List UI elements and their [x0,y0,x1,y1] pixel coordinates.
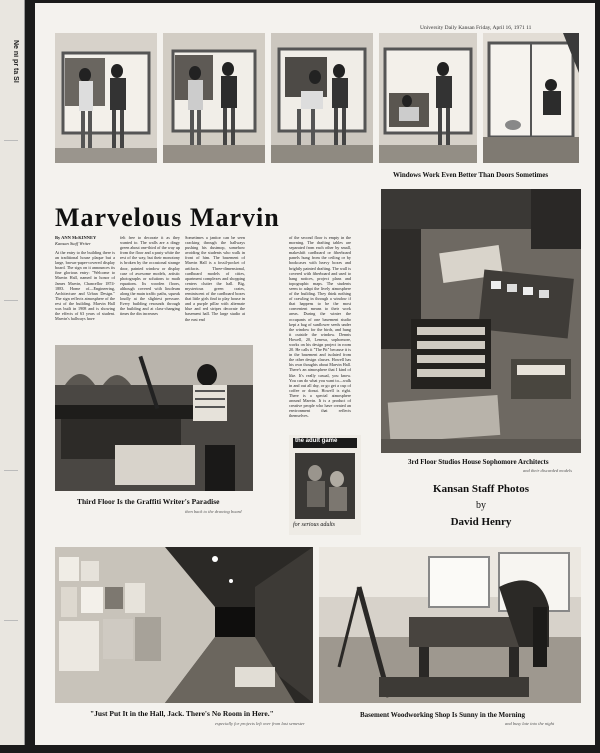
window-photo-2 [163,33,265,163]
credit-photographer: David Henry [450,516,512,528]
graffiti-photo [55,345,253,491]
article-column-2: felt free to decorate it as they wanted to. The walls are a dingy green about one-third of the way up from the floor and a pasty white the rest of the way, but their monotony is broken by the occasional strange door, painted window or display case of awesome models, artistic photographs or solutions to math equations. Its wooden floors, although covered with linoleum along the main traffic paths, squeak loudly at the slightest pressure. Every building resounds through the building and at class-changing times the din increases [120,235,180,317]
caption-hall: "Just Put It in the Hall, Jack. There's No Room in Here." [90,709,274,718]
adjacent-page-strip [0,0,25,753]
caption-woodshop: Basement Woodworking Shop Is Sunny in the Morning [360,711,525,719]
subcaption-studios: and their discarded models [523,468,572,473]
caption-top-strip: Windows Work Even Better Than Doors Sometimes [393,171,549,179]
divider [4,470,18,471]
caption-graffiti: Third Floor Is the Graffiti Writer's Paradise [77,497,220,506]
photo-credit [381,483,581,528]
window-photo-3 [271,33,373,163]
article-column-1 [55,235,115,345]
article-headline: Marvelous Marvin [55,203,280,232]
divider [4,620,18,621]
article-text-1: At the entry to the building there is an traditional house plaque but a large, brown-paper-covered display board. The sign on it announces its fine glorious entry: "Welcome to Marvin Hall, named in honor of James Marvin, Chancellor 1874-1883. Home of—Engineering, Architecture and Urban Design." The sign reflects atmosphere of the rest of the building. Marvin Hall was built in 1908 and is showing the effects of 63 years of student. Marvin's hallways have [55,250,115,322]
poster-photo [289,435,361,535]
subcaption-hall: especially for projects left over from last semester [215,721,305,726]
article-column-3: Sometimes a janitor can be seen cracking through the hallways pushing his dustmop, somehow avoiding the students who walk in front of him. The basement of Marvin Hall is a fossil-pocket of artifacts. Three-dimensional, cardboard models of cities, apartment complexes and shopping centers clutter the hall. Big, mysterious green crates, reminiscent of the cardboard boxes that little girls find to play house in and a purple pillar with alternate blue and red stripes decorate the basement hall. The large studio at the east end [185,235,245,322]
poster-tagline: for serious adults [293,522,336,528]
page-header: University Daily Kansan Friday, April 16, 1971 11 [420,25,532,31]
poster-title: the adult game [295,438,338,444]
byline-name: By ANN McKINNEY [55,235,97,240]
article-column-4: of the second floor is empty in the morning. The drafting tables are separated from each other by small, makeshift cardboard or fiberboard panels hung from the ceiling or by bookcases with heavy boxes and brightly painted drafting. The wall is covered with fiberboard and used to hang notices, project plans and topographic maps. The students seem to adapt the lively atmosphere of the building. They think nothing of crawling in through a window if that happens to be the most convenient means to their work areas. During the winter the occupants of one basement studio kept a bag of sunflower seeds under the window for the birds, and hung it outside the window. Dennis Howell, 20, Lenexa, sophomore, works on his design project in room 20. He calls it "The Pit" because it is in the basement and isolated from the other design classes. Howell has his own thoughts about Marvin Hall. There's an atmosphere that I kind of like. It's really casual, you know. You can do what you want to—walk in and out all day, or go get a cup of coffee or donut. Howell is right. There is a special atmosphere around Marvin. It is a product of creative people who have created an environment that reflects themselves. [289,235,351,419]
credit-line-2: by [476,500,486,511]
subcaption-woodshop: and busy late into the night [505,721,555,726]
studio-photo [381,189,581,453]
adjacent-page-text: Ne ni pr ta Sl [12,40,19,83]
window-photo-4 [379,33,477,163]
newspaper-page [35,3,595,750]
credit-line-1: Kansan Staff Photos [433,483,529,495]
woodshop-photo [319,547,581,703]
divider [4,140,18,141]
window-photo-5 [483,33,579,163]
hallway-photo [55,547,313,703]
scan-border [0,745,600,753]
divider [4,300,18,301]
byline-role: Kansan Staff Writer [55,240,91,246]
subcaption-graffiti: then back to the drawing board [185,509,242,514]
window-photo-1 [55,33,157,163]
caption-studios: 3rd Floor Studios House Sophomore Architects [408,458,549,466]
